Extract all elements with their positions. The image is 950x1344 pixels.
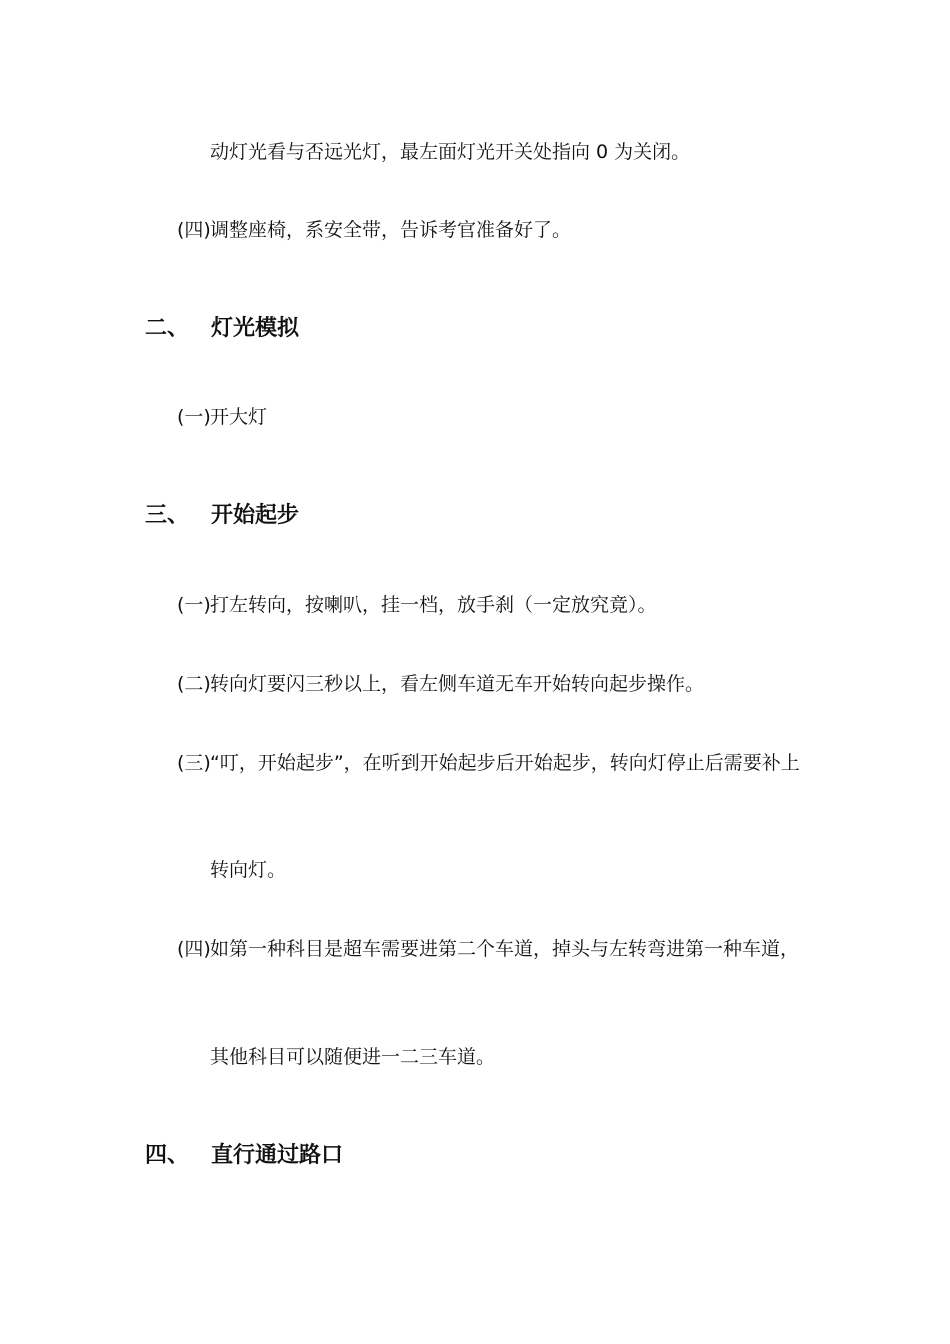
- list-item: [177, 937, 799, 961]
- list-item-text: 调整座椅，系安全带，告诉考官准备好了。: [210, 219, 572, 241]
- list-item: [177, 218, 571, 242]
- section-title: 灯光模拟: [211, 316, 300, 341]
- section-number: 四、: [145, 1143, 190, 1168]
- list-item-text: 转向灯要闪三秒以上，看左侧车道无车开始转向起步操作。: [210, 673, 705, 695]
- section-number: 二、: [145, 316, 190, 341]
- list-item-text: 如第一种科目是超车需要进第二个车道，掉头与左转弯进第一种车道，: [210, 938, 800, 960]
- section-number: 三、: [145, 503, 190, 528]
- paragraph-continuation: [210, 140, 690, 164]
- list-item-text: “叮，开始起步”，在听到开始起步后开始起步，转向灯停止后需要补上: [210, 752, 800, 774]
- list-item: [177, 405, 267, 429]
- section-title: 直行通过路口: [211, 1143, 344, 1168]
- list-item-text: 开大灯: [210, 406, 268, 428]
- section-title: 开始起步: [211, 503, 300, 528]
- list-marker: (四): [177, 938, 211, 960]
- section-heading: [145, 315, 299, 343]
- list-item: [177, 672, 704, 696]
- paragraph-text: 其他科目可以随便进一二三车道。: [210, 1046, 496, 1068]
- list-item-text: 打左转向，按喇叭，挂一档，放手刹（一定放究竟）。: [210, 594, 657, 616]
- paragraph-continuation: [210, 858, 286, 882]
- paragraph-text: 动灯光看与否远光灯，最左面灯光开关处指向 0 为关闭。: [210, 141, 691, 163]
- list-marker: (三): [177, 752, 211, 774]
- paragraph-continuation: [210, 1045, 495, 1069]
- list-marker: (二): [177, 673, 211, 695]
- list-marker: (一): [177, 406, 211, 428]
- section-heading: [145, 502, 299, 530]
- paragraph-text: 转向灯。: [210, 859, 287, 881]
- list-item: [177, 593, 657, 617]
- section-heading: [145, 1142, 343, 1170]
- list-marker: (一): [177, 594, 211, 616]
- list-item: [177, 751, 800, 775]
- list-marker: (四): [177, 219, 211, 241]
